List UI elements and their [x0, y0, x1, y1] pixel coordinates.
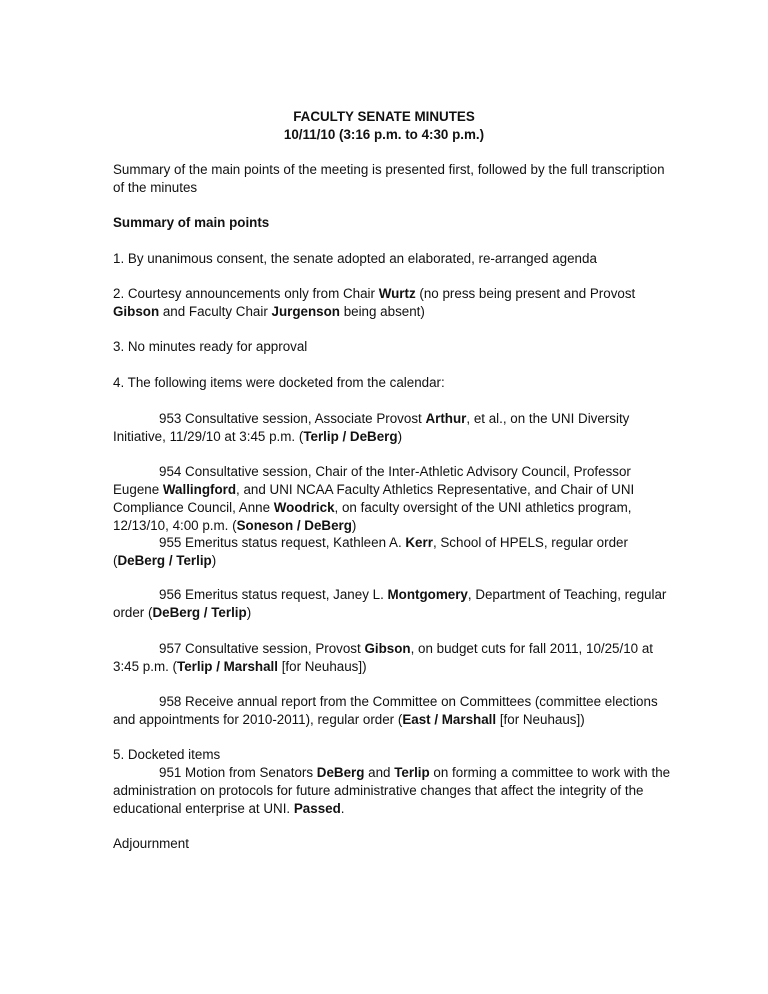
point-2: 2. Courtesy announcements only from Chair Wurtz (no press being present and Provost Gibson and Faculty Chair Jurgenson being absent)	[113, 286, 636, 319]
item-953: 953 Consultative session, Associate Provost Arthur, et al., on the UNI Diversity Initiative, 11/29/10 at 3:45 p.m. (Terlip / DeBerg)	[113, 411, 630, 444]
docketed-heading: 5. Docketed items	[113, 747, 221, 762]
item-957: 957 Consultative session, Provost Gibson, on budget cuts for fall 2011, 10/25/10 at 3:45 p.m. (Terlip / Marshall [for Neuhaus])	[113, 641, 654, 674]
name-wurtz: Wurtz	[378, 286, 416, 301]
name-jurgenson: Jurgenson	[271, 304, 340, 319]
name-gibson: Gibson	[113, 304, 160, 319]
point-4: 4. The following items were docketed from the calendar:	[113, 375, 445, 390]
point-3: 3. No minutes ready for approval	[113, 339, 308, 354]
summary-heading: Summary of main points	[113, 215, 270, 230]
point-1: 1. By unanimous consent, the senate adopted an elaborated, re-arranged agenda	[113, 251, 597, 266]
adjournment: Adjournment	[113, 836, 189, 851]
document-title: FACULTY SENATE MINUTES	[293, 109, 475, 124]
document-date: 10/11/10 (3:16 p.m. to 4:30 p.m.)	[283, 127, 485, 142]
intro-paragraph: Summary of the main points of the meeting is presented first, followed by the full transcription of the minutes	[113, 162, 665, 195]
item-954: 954 Consultative session, Chair of the Inter-Athletic Advisory Council, Professor Eugene Wallingford, and UNI NCAA Faculty Athletics Representative, and Chair of UNI Compliance Council, Anne Woodrick, on faculty oversight of the UNI athletics program, 12/13/10, 4:00 p.m. (Soneson / DeBerg)	[113, 464, 635, 533]
item-951: 951 Motion from Senators DeBerg and Terlip on forming a committee to work with the administration on protocols for future administrative changes that affect the integrity of the educational enterprise at UNI. Passed.	[113, 765, 671, 816]
item-958: 958 Receive annual report from the Committee on Committees (committee elections and appointments for 2010-2011), regular order (East / Marshall [for Neuhaus])	[113, 694, 658, 727]
item-956: 956 Emeritus status request, Janey L. Montgomery, Department of Teaching, regular order (DeBerg / Terlip)	[113, 587, 667, 620]
item-955: 955 Emeritus status request, Kathleen A. Kerr, School of HPELS, regular order (DeBerg / Terlip)	[113, 535, 628, 568]
